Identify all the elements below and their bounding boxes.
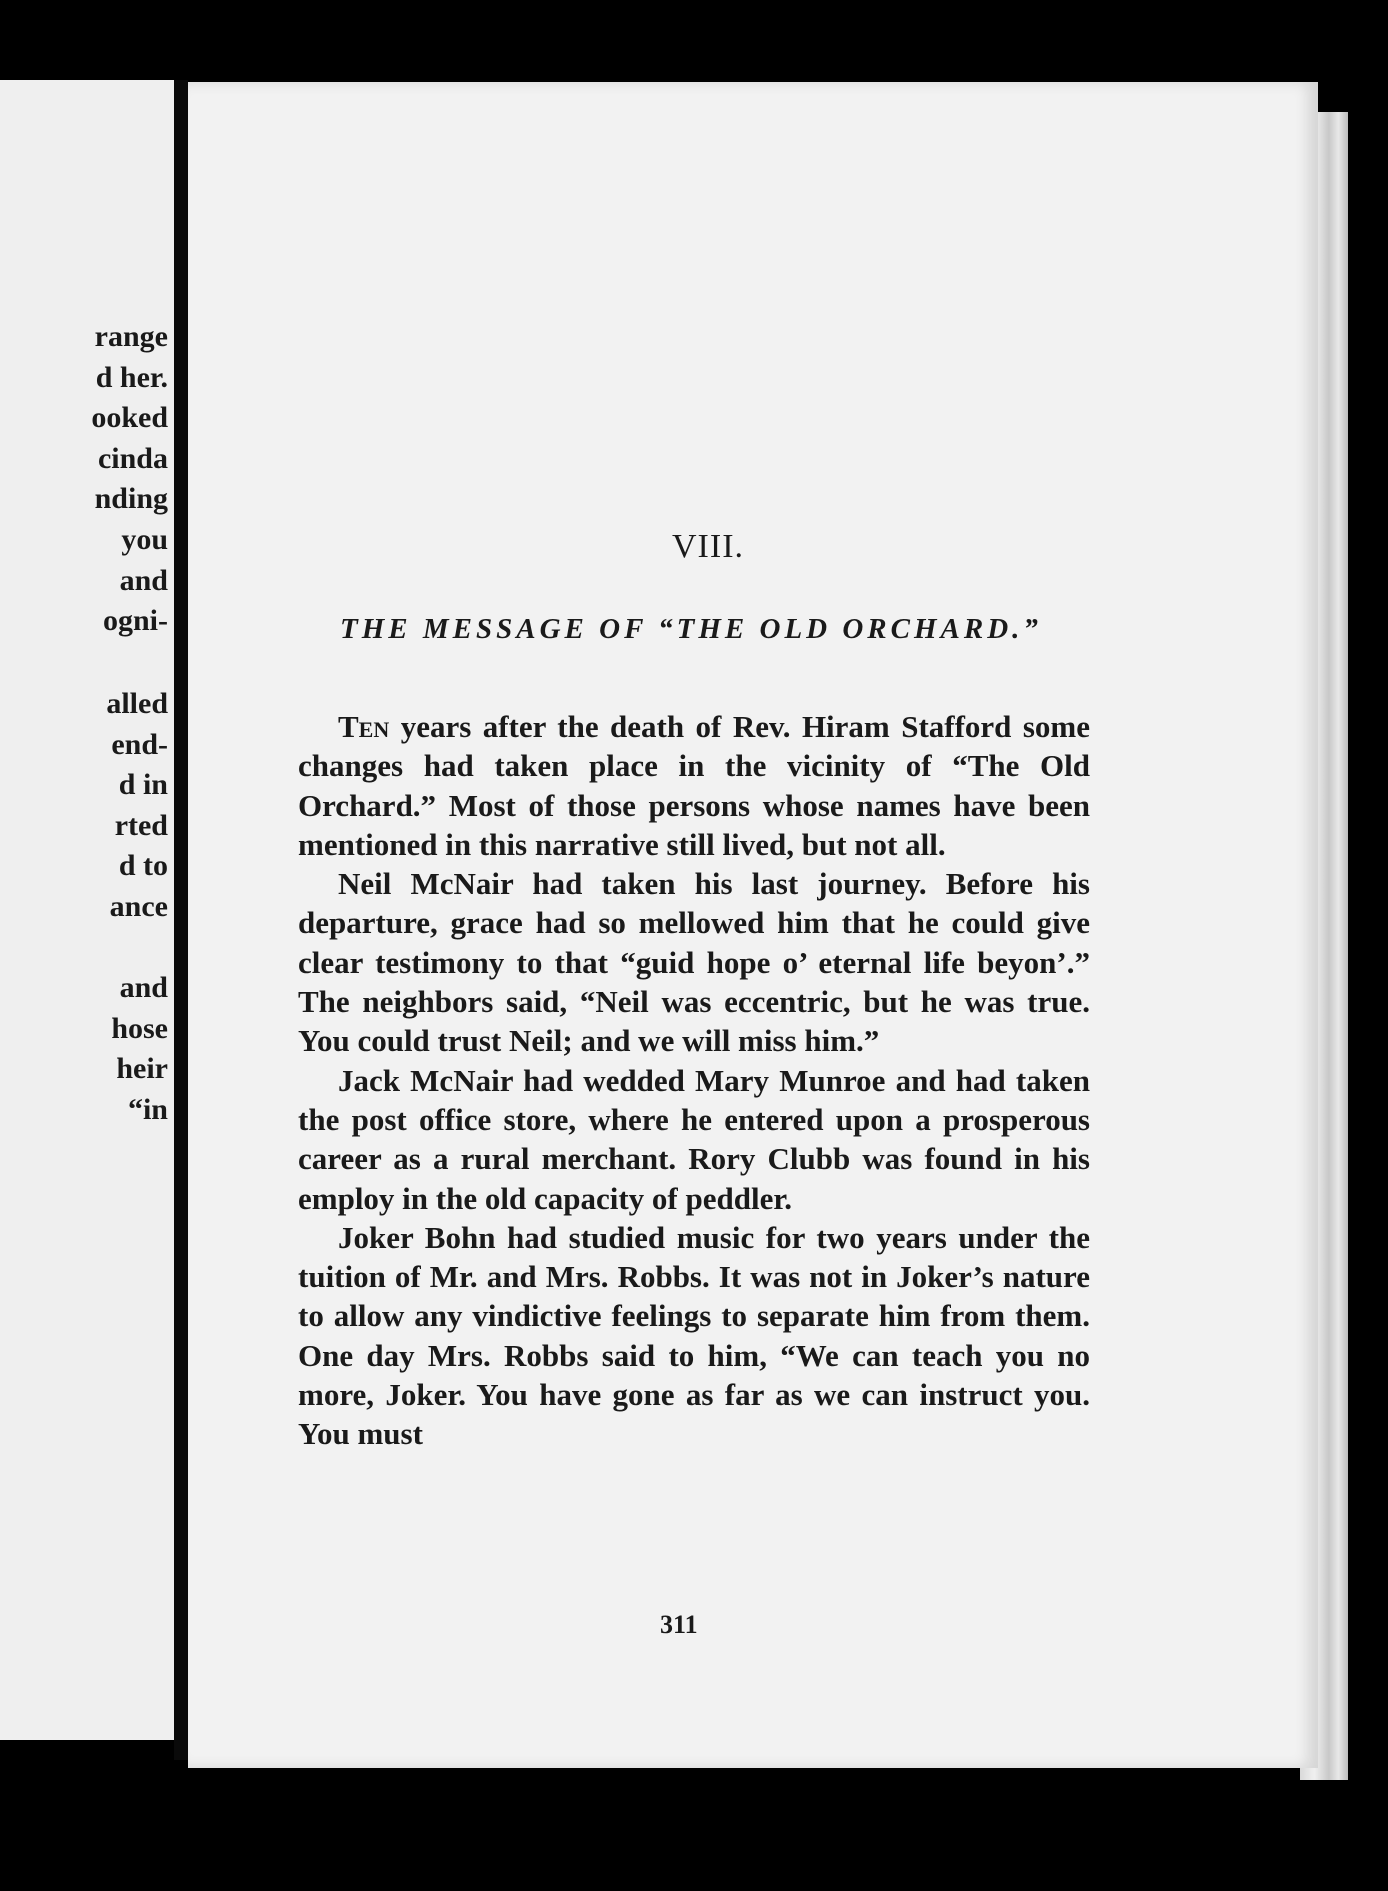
chapter-number: VIII. (672, 528, 745, 565)
left-line: “in (127, 1093, 168, 1126)
paragraph: Joker Bohn had studied music for two years under the tuition of Mr. and Mrs. Robbs. It was not in Joker’s nature to allow any vindictive feelings to separate him from them. One day Mrs. Robbs said to him, “We can teach you no more, Joker. You have gone as far as we can instruct you. You must (298, 1219, 1090, 1452)
body-text (298, 707, 1090, 1454)
left-line: and (119, 971, 168, 1004)
left-line: ance (109, 890, 168, 923)
left-line: range (94, 320, 168, 353)
left-line: cinda (97, 442, 168, 475)
paragraph: Jack McNair had wedded Mary Munroe and had taken the post office store, where he entered upon a prosperous career as a rural merchant. Rory Clubb was found in his employ in the old capacity of peddler. (298, 1062, 1090, 1216)
left-line: heir (116, 1052, 168, 1085)
chapter-title: THE MESSAGE OF “THE OLD ORCHARD.” (340, 613, 1042, 645)
left-line: rted (114, 809, 168, 842)
left-line: ogni- (102, 604, 168, 637)
left-line: hose (111, 1012, 168, 1045)
left-line: and (119, 564, 168, 597)
book-gutter (174, 80, 188, 1760)
left-line: d her. (95, 361, 168, 394)
paragraph-lead: Ten (338, 709, 390, 744)
paragraph: Neil McNair had taken his last journey. Before his departure, grace had so mellowed him that he could give clear testimony to that “guid hope o’ eternal life beyon’.” The neighbors said, “Neil was eccentric, but he was true. You could trust Neil; and we will miss him.” (298, 866, 1090, 1059)
left-line: alled (106, 687, 168, 720)
left-line: d to (118, 849, 168, 882)
paragraph (298, 707, 1090, 864)
left-line: end- (111, 728, 168, 761)
left-line: nding (94, 482, 168, 515)
page-number: 311 (660, 1610, 698, 1639)
left-line: ooked (91, 401, 168, 434)
left-page (0, 80, 174, 1740)
left-line: d in (118, 768, 168, 801)
left-line: you (121, 523, 168, 556)
paragraph-text: years after the death of Rev. Hiram Stafford some changes had taken place in the vicinity of “The Old Orchard.” Most of those persons whose names have been mentioned in this narrative still lived, but not all. (298, 709, 1090, 862)
